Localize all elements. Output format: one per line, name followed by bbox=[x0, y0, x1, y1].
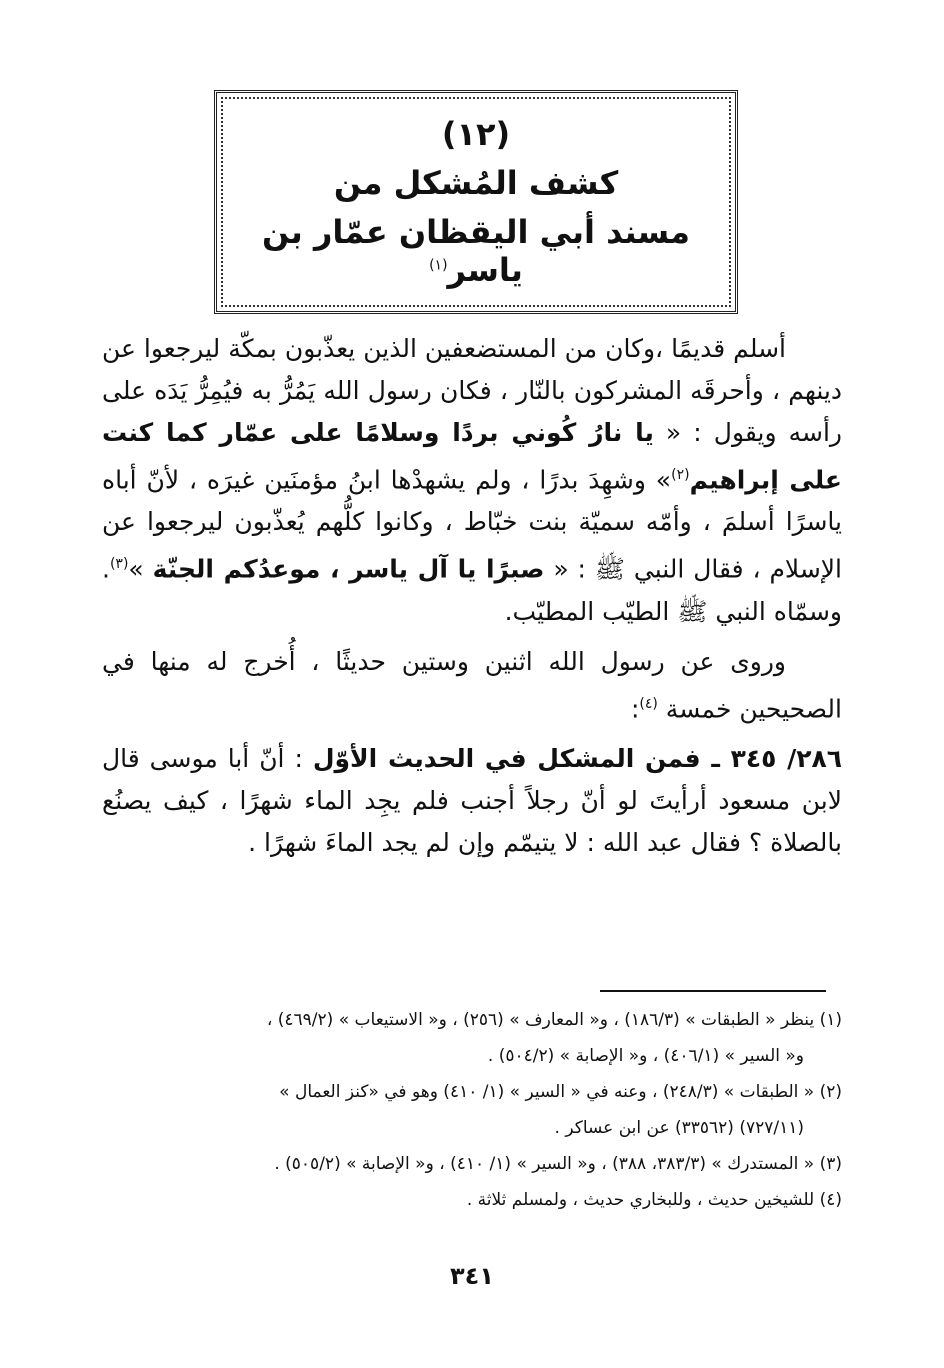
footnote-separator bbox=[600, 990, 826, 992]
paragraph-hadith-count bbox=[102, 641, 842, 730]
footnote-2-continued: (٧٢٧/١١) (٣٣٥٦٢) عن ابن عساكر . bbox=[554, 1118, 804, 1138]
bold-phrase: ٢٨٦/ ٣٤٥ ـ فمن المشكل في الحديث الأوّل bbox=[312, 743, 842, 773]
text-run: أسلم قديمًا ،وكان من المستضعفين الذين يعذّبون بمكّة ليرجعوا عن دينهم ، وأحرقَه المشركون بالنّار ، فكان رسول الله يَمُرُّ به فيُمِرُّ يَدَه على رأسه ويقول : « bbox=[102, 334, 842, 447]
text-run: » وشهِدَ بدرًا ، ولم يشهدْها ابنُ مؤمنَين غيرَه ، لأنّ أباه ياسرًا أسلمَ ، وأمّه سميّة بنت خبّاط ، وكانوا كلُّهم يُعذّبون ليرجعوا عن الإسلام ، فقال النبي ﷺ : « bbox=[102, 465, 842, 584]
page-number: ٣٤١ bbox=[450, 1262, 494, 1290]
text-run: وروى عن رسول الله اثنين وستين حديثًا ، أُخرج له منها في الصحيحين خمسة bbox=[102, 646, 842, 723]
title-inner-border bbox=[221, 97, 731, 307]
footnote-ref: (١) bbox=[429, 257, 448, 274]
chapter-number: (١٢) bbox=[441, 114, 511, 153]
paragraph-biography bbox=[102, 328, 842, 633]
footnotes bbox=[102, 1002, 842, 1218]
footnote-ref: (٤) bbox=[639, 695, 658, 712]
title-frame bbox=[214, 90, 738, 314]
text-run: : bbox=[630, 693, 640, 723]
text-run: » bbox=[128, 554, 153, 584]
text-run: . وسمّاه النبي ﷺ الطيّب المطيّب. bbox=[102, 554, 842, 626]
paragraph-hadith-first bbox=[102, 738, 842, 864]
footnote-4: (٤) للشيخين حديث ، وللبخاري حديث ، ولمسلم ثلاثة . bbox=[466, 1190, 842, 1210]
text-run: : أنّ أبا موسى قال لابن مسعود أرأيتَ لو أنّ رجلاً أجنب فلم يجِد الماء شهرًا ، كيف يصنُع بالصلاة ؟ فقال عبد الله : لا يتيمّم وإن لم يجد الماءَ شهرًا . bbox=[102, 743, 842, 857]
bold-phrase: يا نارُ كُوني بردًا وسلامًا على عمّار كما كنت على إبراهيم bbox=[102, 418, 842, 495]
chapter-title-line2 bbox=[223, 213, 729, 289]
chapter-title-line1: كشف المُشكل من bbox=[333, 163, 619, 202]
bold-phrase: صبرًا يا آل ياسر ، موعدُكم الجنّة bbox=[152, 554, 545, 584]
footnote-ref: (٢) bbox=[671, 467, 690, 483]
footnote-3: (٣) « المستدرك » (٣٨٣/٣، ٣٨٨) ، و« السير » (١/ ٤١٠) ، و« الإصابة » (٥٠٥/٢) . bbox=[274, 1154, 842, 1174]
footnote-ref: (٣) bbox=[109, 556, 129, 573]
footnote-2: (٢) « الطبقات » (٢٤٨/٣) ، وعنه في « السير » (١/ ٤١٠) وهو في «كنز العمال » bbox=[279, 1082, 842, 1102]
footnote-1: (١) ينظر « الطبقات » (١٨٦/٣) ، و« المعارف » (٢٥٦) ، و« الاستيعاب » (٤٦٩/٢) ، bbox=[266, 1010, 842, 1030]
body-text bbox=[102, 328, 842, 864]
footnote-1-continued: و« السير » (٤٠٦/١) ، و« الإصابة » (٥٠٤/٢) . bbox=[487, 1046, 804, 1066]
chapter-title-line2-text: مسند أبي اليقظان عمّار بن ياسر bbox=[262, 213, 690, 290]
